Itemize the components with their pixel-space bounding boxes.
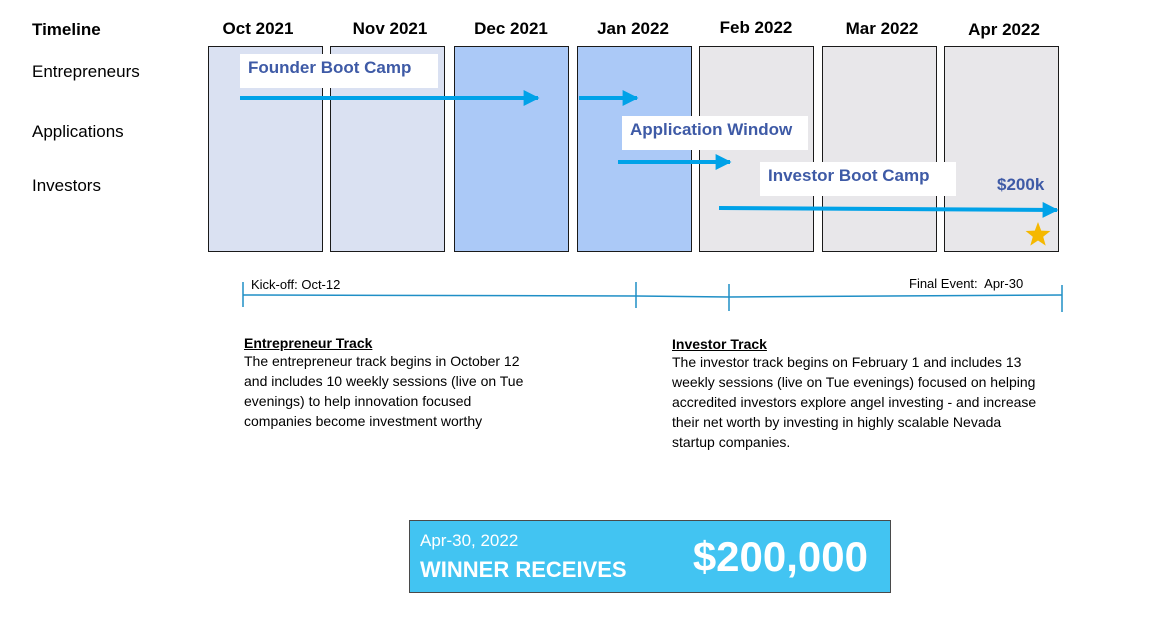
investor-track-description: [672, 352, 1036, 452]
row-label-applications: Applications: [32, 122, 124, 141]
entrepreneur-track-description: [244, 351, 523, 431]
timeline-label: Timeline: [32, 20, 101, 39]
investor-track-title: Investor Track: [672, 336, 767, 352]
month-label-feb-2022: Feb 2022: [719, 18, 793, 37]
row-label-entrepreneurs: Entrepreneurs: [32, 62, 140, 81]
month-label-oct-2021: Oct 2021: [222, 19, 294, 38]
entrepreneur-track-line: and includes 10 weekly sessions (live on Tue: [244, 373, 524, 389]
entrepreneur-track-line: companies become investment worthy: [244, 413, 483, 429]
final-event-label: Final Event: Apr-30: [909, 276, 1024, 291]
entrepreneur-track-title: Entrepreneur Track: [244, 335, 373, 351]
entrepreneur-track-line: evenings) to help innovation focused: [244, 393, 472, 409]
investor-track: [672, 336, 1036, 452]
investor-track-line: accredited investors explore angel investing - and increase: [672, 394, 1037, 410]
entrepreneur-track-line: The entrepreneur track begins in October 12: [244, 353, 520, 369]
investor-track-line: The investor track begins on February 1 and includes 13: [672, 354, 1022, 370]
investor-track-line: weekly sessions (live on Tue evenings) focused on helping: [672, 374, 1036, 390]
application-window-label: Application Window: [622, 116, 808, 150]
investor-track-line: startup companies.: [672, 434, 791, 450]
winner-date: Apr-30, 2022: [420, 531, 519, 550]
investor-amount-label: $200k: [997, 175, 1045, 194]
month-label-jan-2022: Jan 2022: [597, 19, 669, 38]
month-label-mar-2022: Mar 2022: [845, 19, 919, 38]
investor-boot-camp-label: Investor Boot Camp: [760, 162, 956, 196]
prize-amount: $200,000: [692, 533, 868, 580]
founder-boot-camp-label: Founder Boot Camp: [240, 54, 438, 88]
investor-arrow: [719, 208, 1057, 210]
row-label-investors: Investors: [32, 176, 101, 195]
star-icon: [1026, 222, 1051, 246]
investor-track-line: their net worth by investing in highly scalable Nevada: [672, 414, 1002, 430]
kickoff-label: Kick-off: Oct-12: [251, 277, 341, 292]
entrepreneur-track: [244, 335, 523, 431]
month-label-apr-2022: Apr 2022: [968, 20, 1040, 39]
month-label-dec-2021: Dec 2021: [474, 19, 548, 38]
winner-banner: [409, 520, 891, 593]
winner-label: WINNER RECEIVES: [420, 557, 627, 582]
month-label-nov-2021: Nov 2021: [352, 19, 428, 38]
